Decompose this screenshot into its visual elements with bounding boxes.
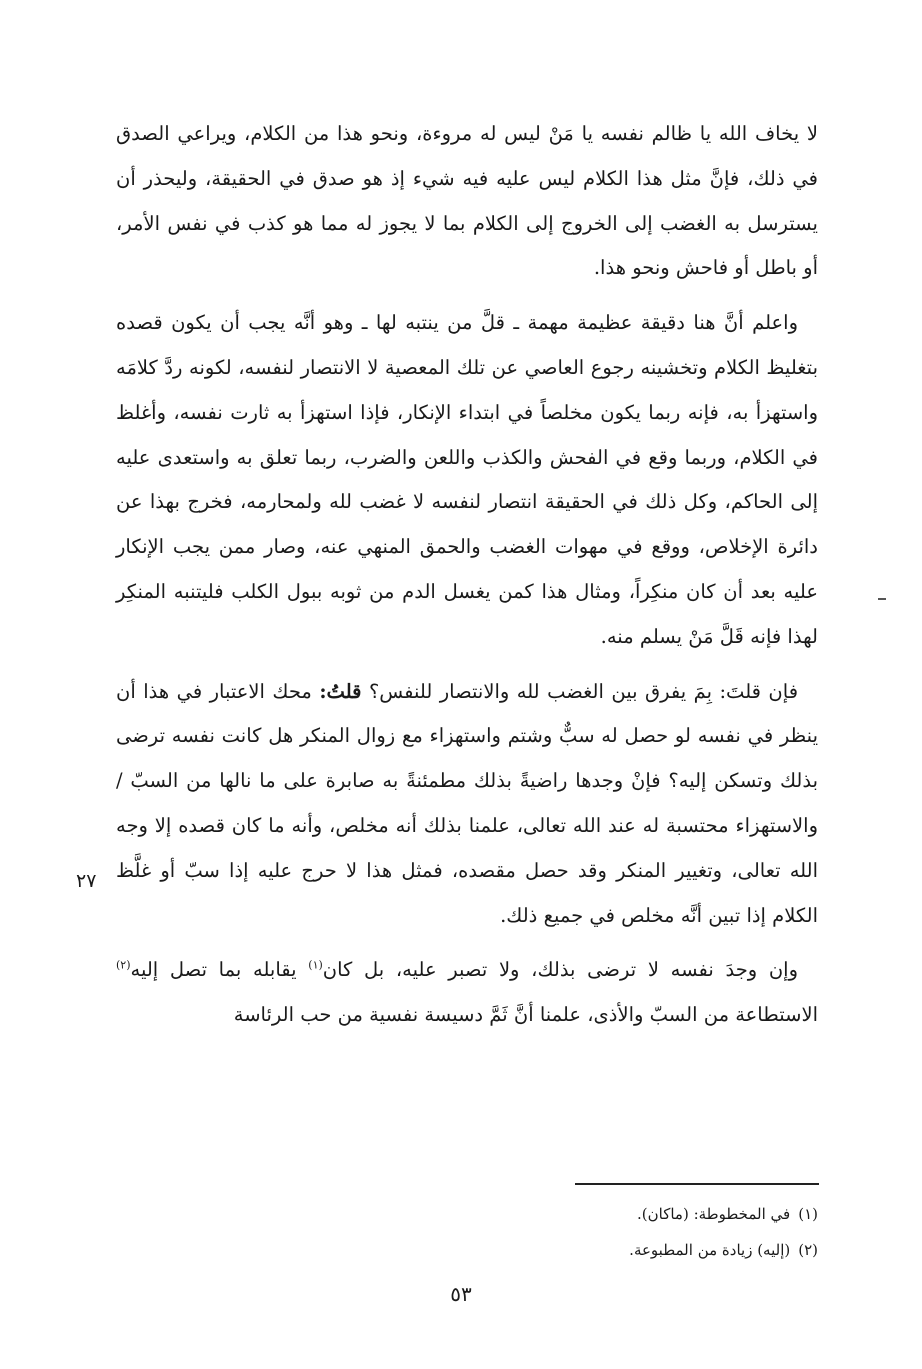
footnote-ref-1: (١): [308, 958, 323, 972]
paragraph-2-text: واعلم أنَّ هنا دقيقة عظيمة مهمة ـ قلَّ من ينتبه لها ـ وهو أنَّه يجب أن يكون قصده بتغليظ الكلام وتخشينه رجوع العاصي عن تلك المعصية لا الانتصار لنفسه، لكونه ردَّ كلامَه واستهزأ به، فإنه ربما يكون مخلصاً في ابتداء الإنكار، فإذا استهزأ به ثارت نفسه، وأغلظ في الكلام، وربما وقع في الفحش والكذب واللعن والضرب، ربما تعلق به واستعدى عليه إلى الحاكم، وكل ذلك في الحقيقة انتصار لنفسه لا غضب لله ولمحارمه، فخرج بهذا عن دائرة الإخلاص، ووقع في مهوات الغضب والحمق المنهي عنه، وصار ممن يجب الإنكار عليه بعد أن كان منكِراً، ومثال هذا كمن يغسل الدم من ثوبه ببول الكلب فليتنبه المنكِر لهذا فإنه قَلَّ مَنْ يسلم منه.: [116, 311, 818, 648]
paragraph-3-text: محك الاعتبار في هذا أن ينظر في نفسه لو حصل له سبٌّ وشتم واستهزاء مع زوال المنكر هل كانت نفسه ترضى بذلك وتسكن إليه؟ فإنْ وجدها راضيةً بذلك مطمئنةً به صابرة على ما نالها من السبّ / والاستهزاء محتسبة له عند الله تعالى، علمنا بذلك أنه مخلص، وأنه ما كان قصده إلا وجه الله تعالى، وتغيير المنكر وقد حصل مقصده، فمثل هذا لا حرج عليه إذا سبّ أو غلَّظ الكلام إذا تبين أنَّه مخلص في جميع ذلك.: [116, 679, 818, 927]
paragraph-4: [116, 948, 818, 1038]
paragraph-4-text-b: يقابله بما تصل إليه: [130, 958, 297, 982]
paragraph-4-text-c: الاستطاعة من السبّ والأذى، علمنا أنَّ ثَمَّ دسيسة نفسية من حب الرئاسة: [233, 1003, 818, 1027]
margin-mark: [878, 598, 886, 600]
footnote-divider: [575, 1183, 819, 1185]
paragraph-1: [116, 112, 818, 291]
paragraph-3: [116, 670, 818, 939]
footnote-2: [438, 1232, 818, 1268]
paragraph-3-qultu: قلتُ:: [319, 679, 362, 703]
footnote-1-number: (١): [798, 1205, 818, 1223]
footnote-1-text: في المخطوطة: (ماكان).: [637, 1205, 791, 1223]
footnotes: [438, 1196, 818, 1268]
paragraph-2: [116, 301, 818, 659]
main-text: [116, 112, 818, 1038]
footnote-ref-2: (٢): [116, 958, 131, 972]
manuscript-folio-number: ٢٧: [76, 870, 97, 892]
footnote-2-number: (٢): [798, 1241, 818, 1259]
paragraph-4-text-a: وإن وجدَ نفسه لا ترضى بذلك، ولا تصبر عليه، بل كان: [322, 958, 799, 982]
footnote-1: [438, 1196, 818, 1232]
paragraph-3-lead: فإن قلتَ: بِمَ يفرق بين الغضب لله والانتصار للنفس؟: [368, 679, 799, 703]
page-number: ٥٣: [450, 1282, 472, 1306]
paragraph-1-text: لا يخاف الله يا ظالم نفسه يا مَنْ ليس له مروءة، ونحو هذا من الكلام، ويراعي الصدق في ذلك، فإنَّ مثل هذا الكلام ليس عليه فيه شيء إذ هو صدق في الحقيقة، وليحذر أن يسترسل به الغضب إلى الخروج إلى الكلام بما لا يجوز له مما هو كذب في نفس الأمر، أو باطل أو فاحش ونحو هذا.: [116, 122, 818, 280]
footnote-2-text: (إليه) زيادة من المطبوعة.: [629, 1241, 791, 1259]
